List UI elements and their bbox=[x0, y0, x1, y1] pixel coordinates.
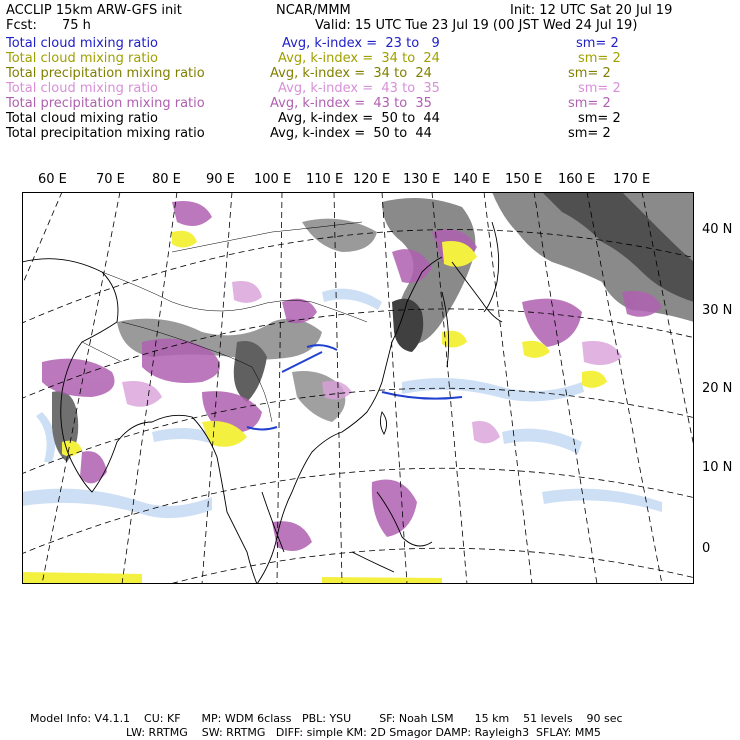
field-row bbox=[6, 111, 740, 126]
field-label: Total precipitation mixing ratio bbox=[6, 126, 205, 141]
longitude-label: 140 E bbox=[453, 172, 491, 187]
longitude-label: 130 E bbox=[403, 172, 441, 187]
latitude-label: 10 N bbox=[702, 460, 733, 475]
field-label: Total cloud mixing ratio bbox=[6, 81, 159, 96]
field-row bbox=[6, 81, 740, 96]
latitude-label: 0 bbox=[702, 541, 711, 556]
organization-label: NCAR/MMM bbox=[276, 3, 351, 18]
field-kindex: Avg, k-index = 50 to 44 bbox=[278, 111, 440, 126]
latitude-label: 30 N bbox=[702, 303, 733, 318]
field-label: Total precipitation mixing ratio bbox=[6, 96, 205, 111]
field-row bbox=[6, 36, 740, 51]
field-label: Total cloud mixing ratio bbox=[6, 111, 159, 126]
field-row bbox=[6, 66, 740, 81]
latitude-label: 20 N bbox=[702, 381, 733, 396]
model-info-line-1: Model Info: V4.1.1 CU: KF MP: WDM 6class PBL: YSU SF: Noah LSM 15 km 51 levels 90 sec bbox=[30, 712, 623, 725]
field-row bbox=[6, 96, 740, 111]
valid-time: Valid: 15 UTC Tue 23 Jul 19 (00 JST Wed 24 Jul 19) bbox=[315, 18, 638, 33]
model-title: ACCLIP 15km ARW-GFS init bbox=[6, 3, 182, 18]
forecast-map bbox=[22, 192, 694, 584]
longitude-label: 150 E bbox=[505, 172, 543, 187]
field-smoothing: sm= 2 bbox=[568, 96, 611, 111]
forecast-hour: 75 h bbox=[62, 18, 91, 33]
field-smoothing: sm= 2 bbox=[578, 111, 621, 126]
field-kindex: Avg, k-index = 50 to 44 bbox=[270, 126, 432, 141]
model-info-line-2: LW: RRTMG SW: RRTMG DIFF: simple KM: 2D Smagor DAMP: Rayleigh3 SFLAY: MM5 bbox=[126, 726, 601, 739]
latitude-label: 40 N bbox=[702, 222, 733, 237]
longitude-label: 110 E bbox=[306, 172, 344, 187]
field-row bbox=[6, 51, 740, 66]
field-kindex: Avg, k-index = 23 to 9 bbox=[282, 36, 440, 51]
field-label: Total cloud mixing ratio bbox=[6, 36, 159, 51]
longitude-label: 170 E bbox=[613, 172, 651, 187]
longitude-label: 60 E bbox=[38, 172, 67, 187]
field-smoothing: sm= 2 bbox=[568, 126, 611, 141]
longitude-label: 70 E bbox=[96, 172, 125, 187]
field-kindex: Avg, k-index = 34 to 24 bbox=[270, 66, 432, 81]
longitude-label: 160 E bbox=[558, 172, 596, 187]
init-time: Init: 12 UTC Sat 20 Jul 19 bbox=[510, 3, 673, 18]
longitude-label: 90 E bbox=[206, 172, 235, 187]
longitude-label: 120 E bbox=[353, 172, 391, 187]
field-label: Total precipitation mixing ratio bbox=[6, 66, 205, 81]
field-row bbox=[6, 126, 740, 141]
field-label: Total cloud mixing ratio bbox=[6, 51, 159, 66]
longitude-label: 80 E bbox=[152, 172, 181, 187]
field-smoothing: sm= 2 bbox=[568, 66, 611, 81]
field-kindex: Avg, k-index = 43 to 35 bbox=[278, 81, 440, 96]
field-smoothing: sm= 2 bbox=[576, 36, 619, 51]
field-kindex: Avg, k-index = 34 to 24 bbox=[278, 51, 440, 66]
longitude-label: 100 E bbox=[254, 172, 292, 187]
forecast-label: Fcst: bbox=[6, 18, 37, 33]
field-smoothing: sm= 2 bbox=[578, 51, 621, 66]
field-kindex: Avg, k-index = 43 to 35 bbox=[270, 96, 432, 111]
field-smoothing: sm= 2 bbox=[578, 81, 621, 96]
